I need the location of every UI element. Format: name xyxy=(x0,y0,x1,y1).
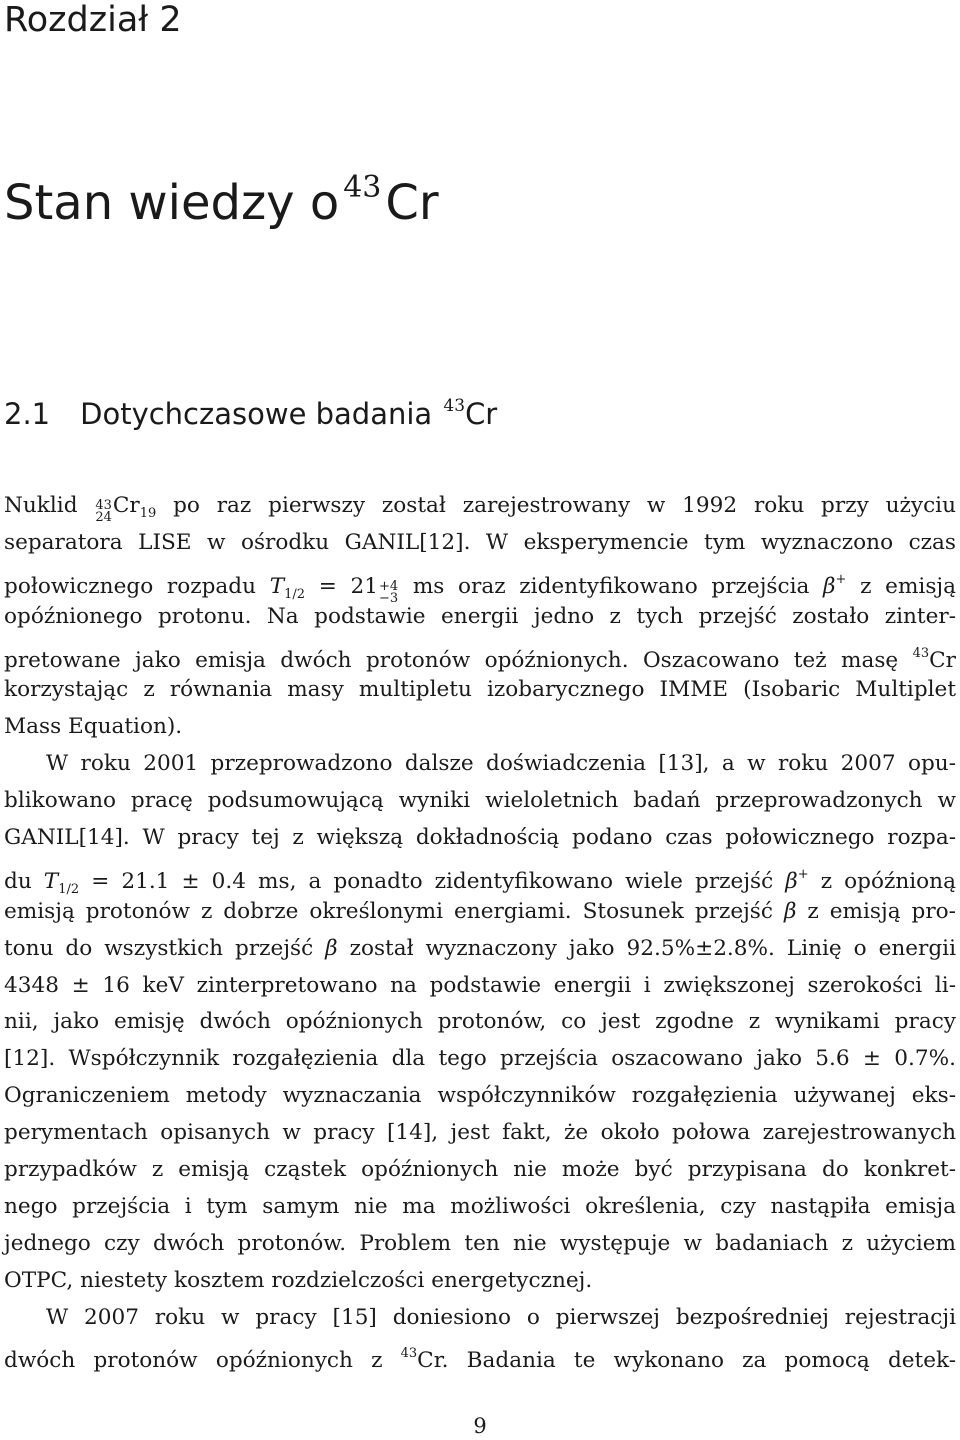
text-line xyxy=(4,488,956,525)
neutron-number: 19 xyxy=(139,506,157,521)
text-line xyxy=(4,1336,956,1373)
chapter-title xyxy=(4,158,439,233)
math-symbol: β xyxy=(785,868,798,894)
text-fragment: ms oraz zidentyfikowano przejścia xyxy=(412,573,810,599)
math-symbol: β xyxy=(823,573,836,599)
chapter-label: Rozdział 2 xyxy=(4,0,182,40)
section-heading xyxy=(4,386,497,434)
text-line: przypadków z emisją cząstek opóźnionych nie może być przypisana do konkret- xyxy=(4,1157,956,1183)
math-symbol: β xyxy=(325,935,338,961)
text-line: OTPC, niestety kosztem rozdzielczości energetycznej. xyxy=(4,1267,593,1293)
mass-number: 43 xyxy=(95,498,112,513)
math-superscript: + xyxy=(835,571,847,587)
text-line: 4348 ± 16 keV zinterpretowano na podstawie energii i zwiększonej szerokości li- xyxy=(4,972,956,998)
text-line: GANIL[14]. W pracy tej z większą dokładnością podano czas połowicznego rozpa- xyxy=(4,825,956,851)
text-fragment: tonu do wszystkich przejść xyxy=(4,935,314,961)
text-fragment: z opóźnioną xyxy=(820,868,956,894)
atomic-number: 24 xyxy=(95,510,112,525)
text-line xyxy=(4,894,956,931)
text-line: Ograniczeniem metody wyznaczania współczynników rozgałęzienia używanej eks- xyxy=(4,1083,956,1109)
text-line: W 2007 roku w pracy [15] doniesiono o pierwszej bezpośredniej rejestracji xyxy=(46,1304,956,1330)
element-symbol: Cr xyxy=(929,647,956,673)
chapter-title-text: Stan wiedzy o xyxy=(4,175,340,231)
upper-uncertainty: +4 xyxy=(378,578,399,594)
text-fragment: = 21.1 ± 0.4 ms, a ponadto zidentyfikowano wiele przejść xyxy=(91,868,774,894)
math-subscript: 1/2 xyxy=(58,881,80,897)
section-element: Cr xyxy=(465,397,498,431)
lower-uncertainty: −3 xyxy=(378,590,399,606)
text-line: nego przejścia i tym samym nie ma możliwości określenia, czy nastąpiła emisja xyxy=(4,1193,956,1219)
text-line: opóźnionego protonu. Na podstawie energii jedno z tych przejść zostało zinter- xyxy=(4,603,956,629)
text-fragment: został wyznaczony jako 92.5%±2.8%. Linię o energii xyxy=(349,935,956,961)
text-fragment: dwóch protonów opóźnionych z xyxy=(4,1348,383,1374)
text-line: [12]. Współczynnik rozgałęzienia dla tego przejścia oszacowano jako 5.6 ± 0.7%. xyxy=(4,1046,956,1072)
text-line: W roku 2001 przeprowadzono dalsze doświadczenia [13], a w roku 2007 opu- xyxy=(46,751,956,777)
text-line: blikowano pracę podsumowującą wyniki wieloletnich badań przeprowadzonych w xyxy=(4,788,956,814)
text-fragment: du xyxy=(4,868,32,894)
text-line: perymentach opisanych w pracy [14], jest fakt, że około połowa zarejestrowanych xyxy=(4,1120,956,1146)
page-number: 9 xyxy=(473,1414,487,1438)
text-line: Mass Equation). xyxy=(4,714,183,740)
text-fragment: z emisją pro- xyxy=(807,898,956,924)
math-superscript: + xyxy=(797,866,809,882)
text-line xyxy=(4,931,956,968)
chapter-title-element: Cr xyxy=(385,175,439,231)
nuclide-notation xyxy=(95,500,112,524)
section-isotope-mass: 43 xyxy=(443,396,466,416)
text-fragment: emisją protonów z dobrze określonymi energiami. Stosunek przejść xyxy=(4,898,773,924)
element-symbol: Cr xyxy=(112,493,140,518)
half-life-value: = 21 xyxy=(318,573,378,599)
text-line xyxy=(4,636,956,673)
text-fragment: z emisją xyxy=(860,573,956,599)
text-line xyxy=(4,562,956,606)
text-fragment: po raz pierwszy został zarejestrowany w 1992 roku przy użyciu xyxy=(173,493,956,518)
chapter-title-isotope-mass: 43 xyxy=(343,170,382,205)
math-symbol: T xyxy=(43,868,59,894)
text-line: korzystając z równania masy multipletu izobarycznego IMME (Isobaric Multiplet xyxy=(4,677,956,703)
mass-number: 43 xyxy=(400,1346,418,1362)
text-fragment: pretowane jako emisja dwóch protonów opóźnionych. Oszacowano też masę xyxy=(4,647,899,673)
math-subscript: 1/2 xyxy=(284,586,306,602)
text-line: jednego czy dwóch protonów. Problem ten nie występuje w badaniach z użyciem xyxy=(4,1230,956,1256)
math-symbol: T xyxy=(269,573,285,599)
text-fragment: połowicznego rozpadu xyxy=(4,573,256,599)
text-fragment: Nuklid xyxy=(4,493,78,518)
math-symbol: β xyxy=(783,898,797,924)
section-number: 2.1 xyxy=(4,397,51,431)
body-text xyxy=(4,488,956,1373)
text-line: separatora LISE w ośrodku GANIL[12]. W eksperymencie tym wyznaczono czas xyxy=(4,529,956,555)
mass-number: 43 xyxy=(912,645,930,661)
text-fragment: Cr. Badania te wykonano za pomocą detek- xyxy=(417,1348,956,1374)
text-line: nii, jako emisję dwóch opóźnionych protonów, co jest zgodne z wynikami pracy xyxy=(4,1009,956,1035)
section-title-text: Dotychczasowe badania xyxy=(80,397,433,431)
text-line xyxy=(4,857,956,897)
